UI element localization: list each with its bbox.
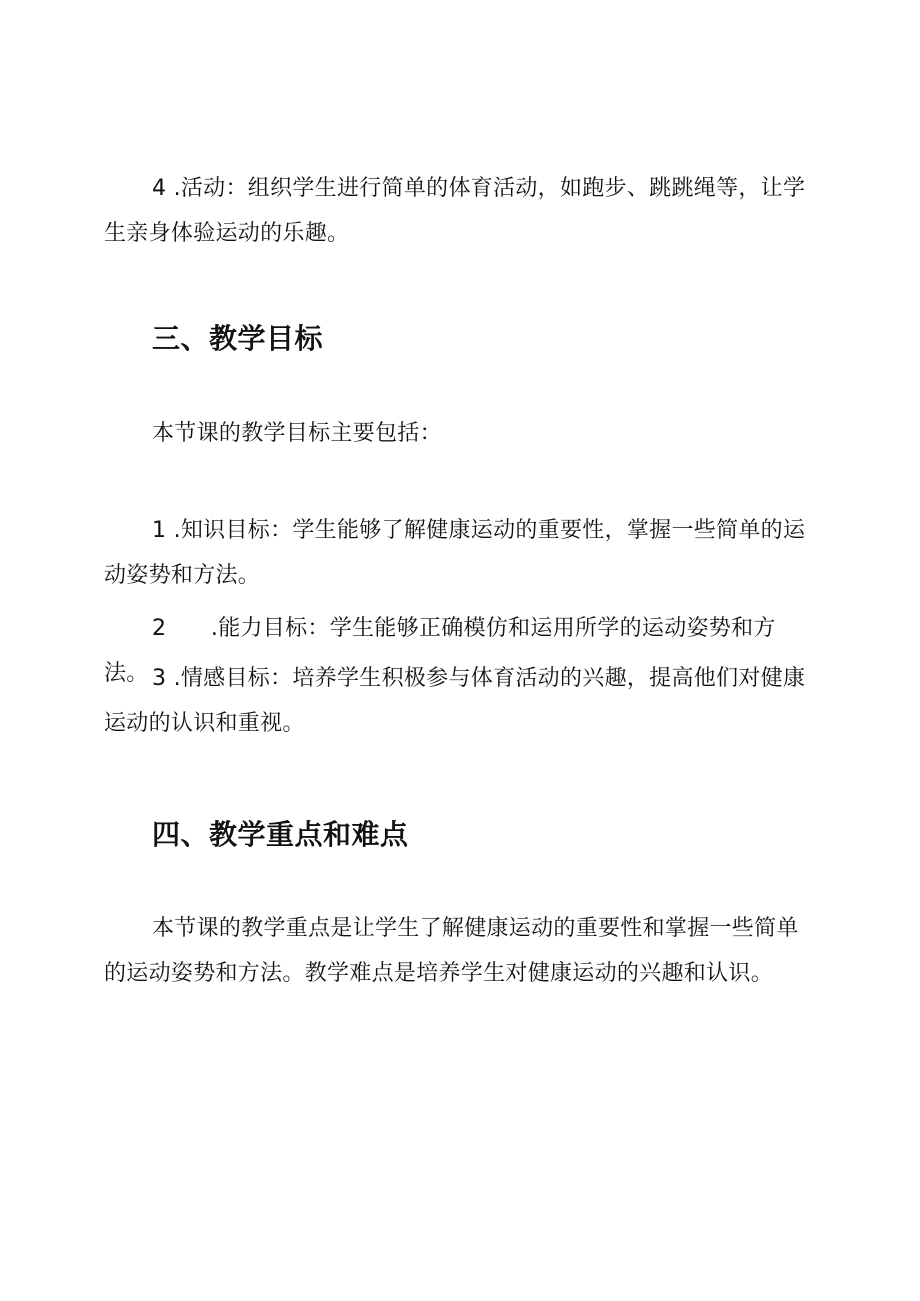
- section-3-intro: 本节课的教学目标主要包括：: [152, 421, 442, 446]
- goal-item-3: 3 .情感目标：培养学生积极参与体育活动的兴趣，提高他们对健康运动的认识和重视。: [104, 666, 806, 736]
- section-4-body: 本节课的教学重点是让学生了解健康运动的重要性和掌握一些简单的运动姿势和方法。教学难点是培养学生对健康运动的兴趣和认识。: [104, 916, 799, 986]
- goal-item-2: 2 .能力目标：学生能够正确模仿和运用所学的运动姿势和方法。: [104, 616, 776, 686]
- activity-item-4: 4 .活动：组织学生进行简单的体育活动，如跑步、跳跳绳等，让学生亲身体验运动的乐趣。: [104, 176, 806, 246]
- goal-item-1: 1 .知识目标：学生能够了解健康运动的重要性，掌握一些简单的运动姿势和方法。: [104, 518, 806, 588]
- section-4-heading: 四、教学重点和难点: [152, 818, 409, 851]
- section-3-heading: 三、教学目标: [152, 322, 324, 355]
